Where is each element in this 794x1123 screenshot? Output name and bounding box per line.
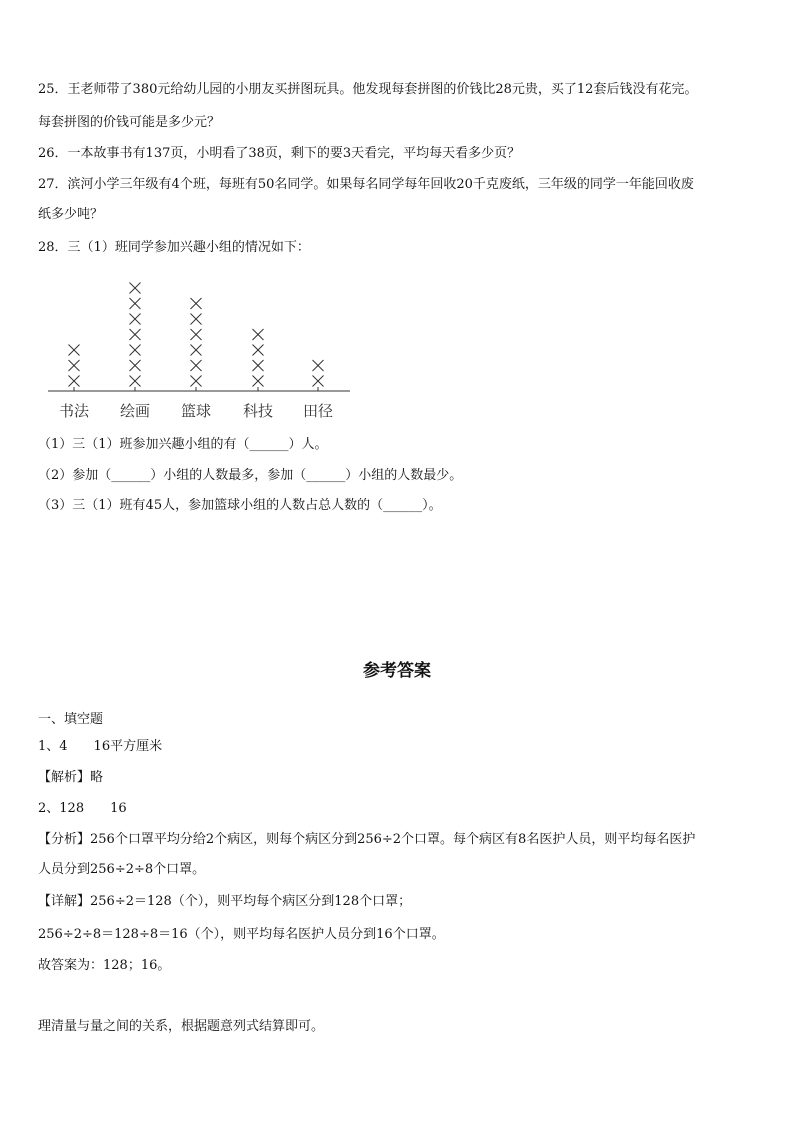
chart-mark — [191, 314, 202, 325]
chart-mark — [69, 376, 80, 387]
chart-mark — [313, 360, 324, 371]
q28-sub3: （3）三（1）班有45人，参加篮球小组的人数占总人数的（______）。 — [38, 498, 442, 513]
chart-mark — [191, 329, 202, 340]
chart-mark — [191, 360, 202, 371]
interest-group-chart — [0, 265, 794, 425]
chart-mark — [313, 376, 324, 387]
chart-mark — [191, 376, 202, 387]
chart-mark — [130, 298, 141, 309]
chart-mark — [69, 360, 80, 371]
answer-1-jiexi: 【解析】略 — [38, 770, 104, 785]
q28: 28．三（1）班同学参加兴趣小组的情况如下： — [38, 240, 310, 255]
chart-mark — [130, 345, 141, 356]
section-fill-blank: 一、填空题 — [38, 712, 104, 727]
chart-mark — [253, 345, 264, 356]
chart-mark — [253, 360, 264, 371]
q26: 26．一本故事书有137页，小明看了38页，剩下的要3天看完，平均每天看多少页？ — [38, 146, 521, 161]
answer-2-fenxi-line1: 【分析】256个口罩平均分给2个病区，则每个病区分到256÷2个口罩。每个病区有8名医护人员，则平均每名医护 — [38, 832, 696, 847]
chart-mark — [191, 345, 202, 356]
answer-2-note: 理清量与量之间的关系，根据题意列式结算即可。 — [38, 1019, 325, 1034]
answers-title: 参考答案 — [363, 661, 431, 681]
q25-line1: 25．王老师带了380元给幼儿园的小朋友买拼图玩具。他发现每套拼图的价钱比28元贵，买了12套后钱没有花完。 — [38, 82, 698, 97]
q25-line2: 每套拼图的价钱可能是多少元？ — [38, 115, 221, 130]
answer-2: 2、128 16 — [38, 801, 127, 816]
q28-sub1: （1）三（1）班参加兴趣小组的有（______）人。 — [38, 437, 328, 452]
chart-category-label: 田径 — [302, 402, 334, 420]
q28-sub2: （2）参加（______）小组的人数最多，参加（______）小组的人数最少。 — [38, 468, 463, 483]
chart-mark — [191, 298, 202, 309]
chart-category-label: 科技 — [242, 402, 274, 420]
answer-2-xiangjie-line2: 256÷2÷8＝128÷8＝16（个），则平均每名医护人员分到16个口罩。 — [38, 927, 445, 942]
chart-category-label: 篮球 — [180, 402, 212, 420]
q27-line1: 27．滨河小学三年级有4个班，每班有50名同学。如果每名同学每年回收20千克废纸，三年级的同学一年能回收废 — [38, 177, 694, 192]
q27-line2: 纸多少吨？ — [38, 207, 104, 222]
answer-1: 1、4 16平方厘米 — [38, 739, 163, 754]
chart-mark — [130, 360, 141, 371]
chart-mark — [130, 329, 141, 340]
chart-mark — [130, 283, 141, 294]
answer-2-xiangjie-line1: 【详解】256÷2＝128（个），则平均每个病区分到128个口罩； — [38, 894, 412, 909]
chart-mark — [130, 314, 141, 325]
chart-mark — [253, 329, 264, 340]
chart-mark — [253, 376, 264, 387]
chart-category-label: 绘画 — [119, 402, 151, 420]
chart-category-label: 书法 — [58, 402, 90, 420]
chart-mark — [69, 345, 80, 356]
answer-2-fenxi-line2: 人员分到256÷2÷8个口罩。 — [38, 862, 206, 877]
answer-2-final: 故答案为：128；16。 — [38, 958, 171, 973]
chart-mark — [130, 376, 141, 387]
